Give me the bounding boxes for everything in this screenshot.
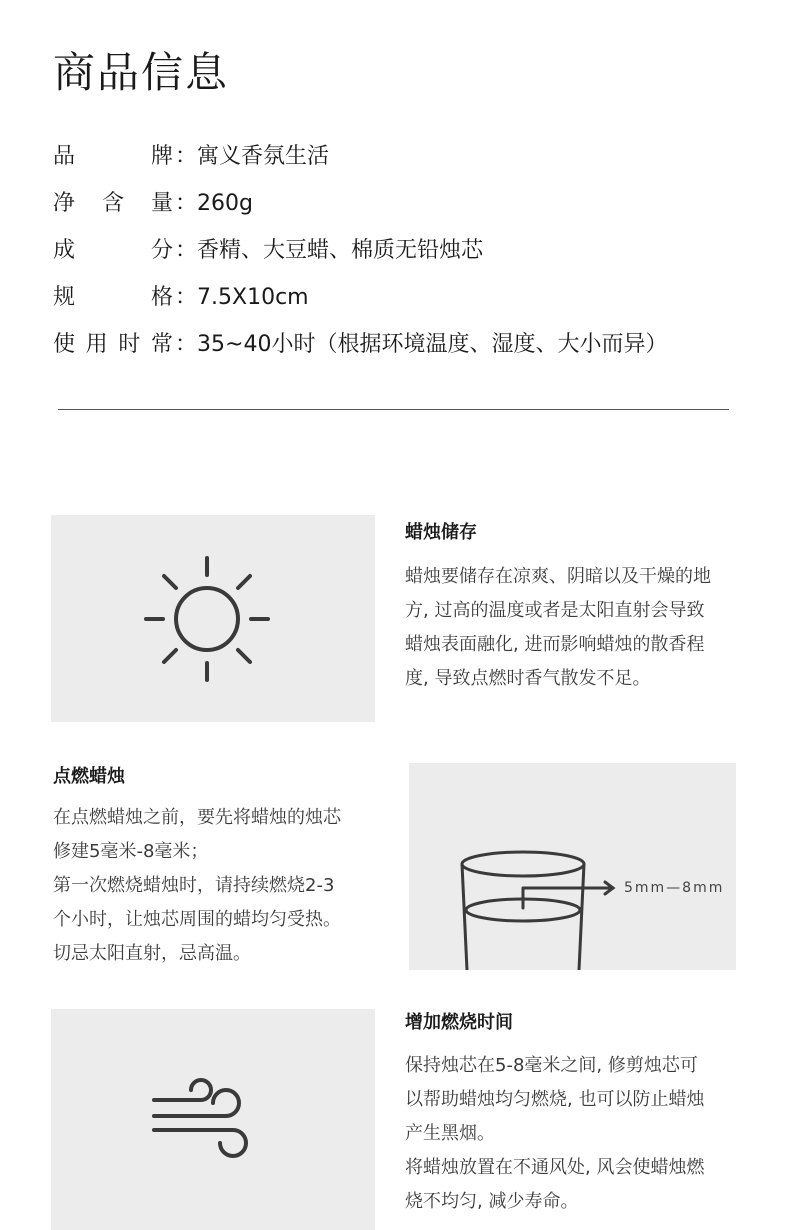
lighting-title: 点燃蜡烛 <box>53 766 125 787</box>
spec-label: 使用时常 <box>53 332 173 357</box>
spec-row-ingredients <box>53 236 483 266</box>
text-line: 度, 导致点燃时香气散发不足。 <box>405 668 651 689</box>
spec-row-burn-time <box>53 330 667 360</box>
storage-title: 蜡烛储存 <box>405 522 477 543</box>
spec-label: 净含量 <box>53 191 173 216</box>
lighting-text <box>53 801 341 971</box>
text-line: 烧不均匀, 减少寿命。 <box>405 1191 579 1212</box>
text-line: 第一次燃烧蜡烛时，请持续燃烧2-3 <box>53 875 335 896</box>
spec-value: 寓义香氛生活 <box>197 144 330 169</box>
spec-value: 香精、大豆蜡、棉质无铅烛芯 <box>197 238 484 263</box>
wind-icon <box>51 1009 375 1230</box>
sun-icon <box>51 515 375 722</box>
spec-value: 7.5X10cm <box>197 285 309 310</box>
text-line: 修建5毫米-8毫米； <box>53 841 209 862</box>
candle-panel <box>409 763 736 970</box>
candle-glass-icon <box>409 763 736 970</box>
text-line: 以帮助蜡烛均匀燃烧, 也可以防止蜡烛 <box>405 1089 705 1110</box>
spec-value: 35~40小时（根据环境温度、湿度、大小而异） <box>197 332 668 357</box>
spec-colon: ： <box>175 144 198 169</box>
text-line: 将蜡烛放置在不通风处, 风会使蜡烛燃 <box>405 1157 705 1178</box>
burntime-text <box>405 1049 704 1219</box>
burntime-title: 增加燃烧时间 <box>405 1012 513 1033</box>
spec-label: 品牌 <box>53 144 173 169</box>
spec-row-size <box>53 283 309 313</box>
spec-colon: ： <box>175 285 198 310</box>
text-line: 蜡烛要储存在凉爽、阴暗以及干燥的地 <box>405 566 711 587</box>
text-line: 保持烛芯在5-8毫米之间, 修剪烛芯可 <box>405 1055 698 1076</box>
spec-value: 260g <box>197 191 253 216</box>
section-divider <box>58 409 729 410</box>
spec-label: 规格 <box>53 285 173 310</box>
page-title: 商品信息 <box>53 48 230 97</box>
text-line: 在点燃蜡烛之前，要先将蜡烛的烛芯 <box>53 807 341 828</box>
text-line: 产生黑烟。 <box>405 1123 495 1144</box>
storage-text <box>405 560 711 696</box>
text-line: 蜡烛表面融化, 进而影响蜡烛的散香程 <box>405 634 705 655</box>
spec-label: 成分 <box>53 238 173 263</box>
spec-colon: ： <box>175 191 198 216</box>
spec-colon: ： <box>175 332 198 357</box>
spec-colon: ： <box>175 238 198 263</box>
spec-row-brand <box>53 142 329 172</box>
spec-row-net-weight <box>53 189 253 219</box>
wind-panel <box>51 1009 375 1230</box>
wick-measure-label: 5mm—8mm <box>624 880 725 896</box>
sun-panel <box>51 515 375 722</box>
text-line: 个小时，让烛芯周围的蜡均匀受热。 <box>53 909 341 930</box>
text-line: 切忌太阳直射，忌高温。 <box>53 943 251 964</box>
text-line: 方, 过高的温度或者是太阳直射会导致 <box>405 600 705 621</box>
